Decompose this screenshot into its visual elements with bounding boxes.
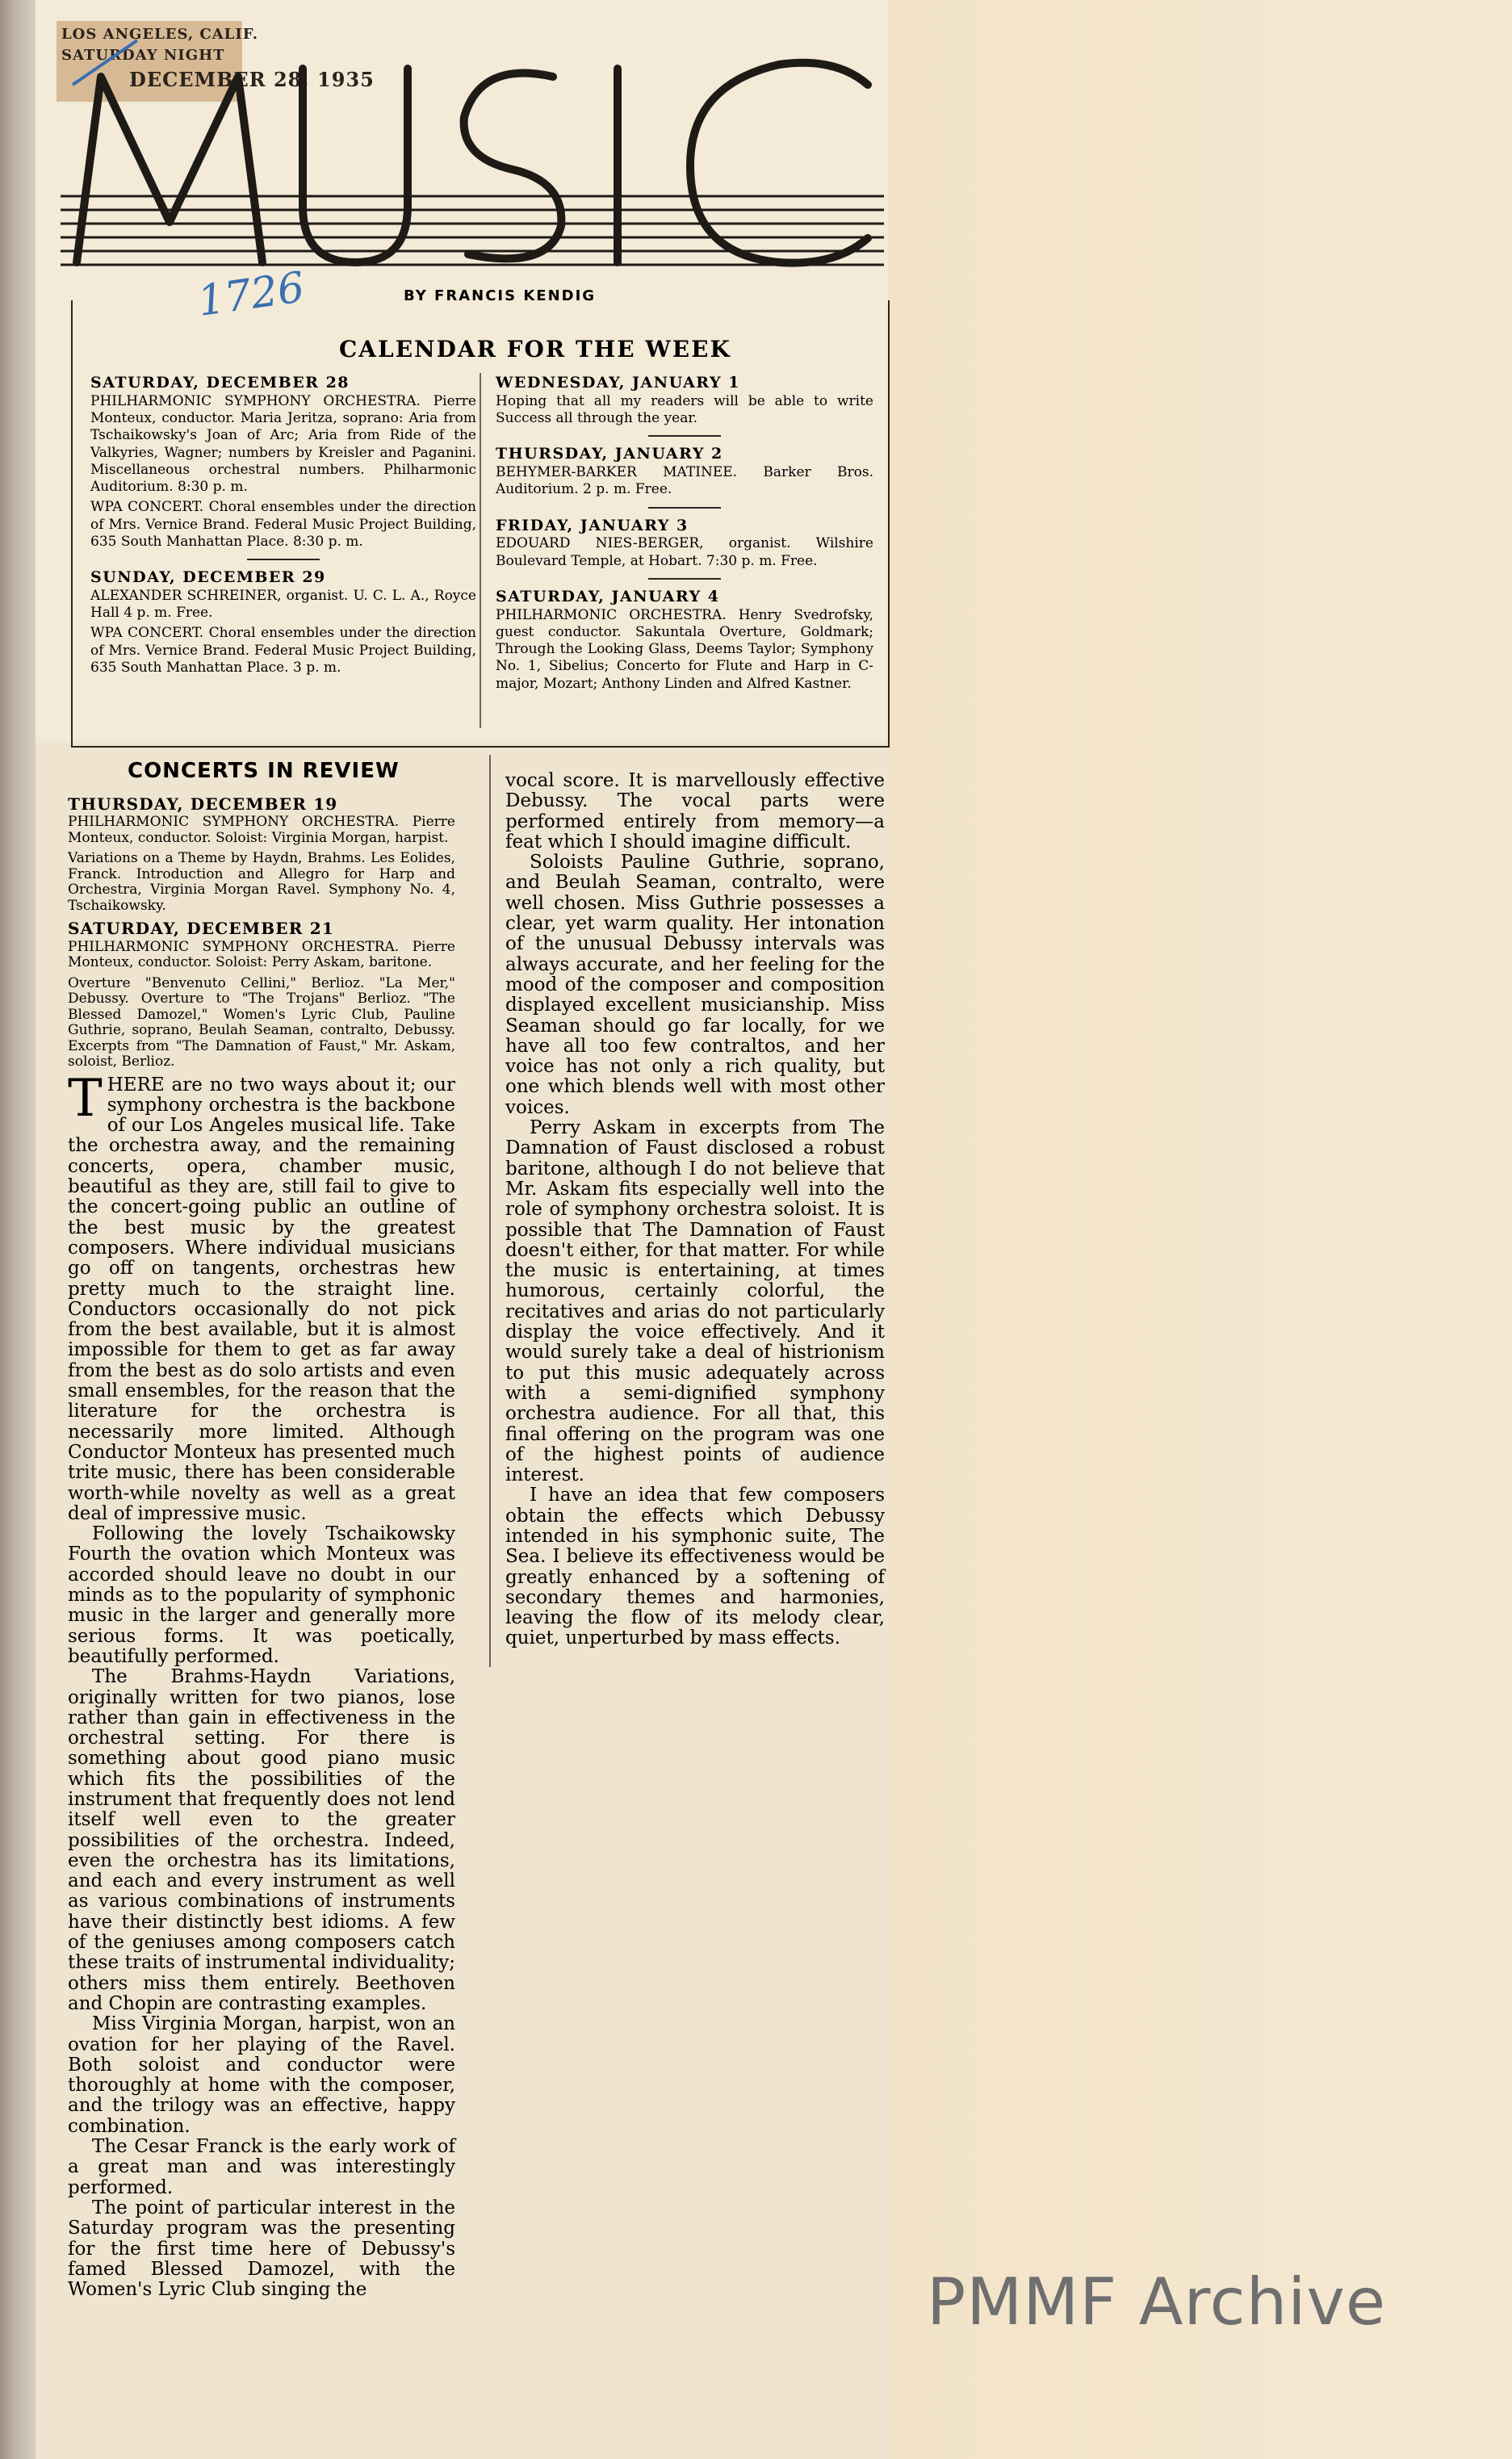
calendar-rule — [648, 435, 721, 437]
calendar-rule — [648, 507, 721, 509]
review-day: SATURDAY, DECEMBER 21 — [68, 919, 334, 939]
music-masthead — [61, 20, 884, 279]
review-paragraph: Following the lovely Tschaikowsky Fourth the ovation which Monteux was accorded should leave no doubt in our minds as to the popularity of symphonic music in the larger and generally more serious forms. It was poetically, beautifully performed. — [68, 1523, 455, 1667]
scrapbook-page — [888, 0, 1512, 2459]
calendar-entry: PHILHARMONIC SYMPHONY ORCHESTRA. Pierre Monteux, conductor. Maria Jeritza, soprano: Aria from Tschaikowsky's Joan of Arc; Aria from Ride of the Valkyries, Wagner; numbers by Kreisler and Paganini. Miscellaneous orchestral numbers. Philharmonic Auditorium. 8:30 p. m. — [90, 392, 476, 495]
calendar-day: THURSDAY, JANUARY 2 — [496, 445, 723, 463]
scrapbook-spine — [0, 0, 36, 2459]
review-paragraph: I have an idea that few composers obtain the effects which Debussy intended in his symphonic suite, The Sea. I believe its effectiveness would be greatly enhanced by a softening of secondary themes and harmonies, leaving the flow of its melody clear, quiet, unperturbed by mass effects. — [505, 1485, 885, 1649]
byline: BY FRANCIS KENDIG — [404, 287, 597, 304]
calendar-rule — [648, 578, 721, 580]
calendar-day: WEDNESDAY, JANUARY 1 — [496, 374, 740, 392]
review-program: Variations on a Theme by Haydn, Brahms. Les Eolides, Franck. Introduction and Allegro for Harp and Orchestra, Virginia Morgan Ravel. Symphony No. 4, Tschaikowsky. — [68, 850, 455, 914]
review-column-rule — [489, 755, 491, 1667]
review-paragraph — [68, 1068, 455, 1525]
review-paragraph: Soloists Pauline Guthrie, soprano, and Beulah Seaman, contralto, were well chosen. Miss Guthrie possesses a clear, yet warm quality. Her intonation of the unusual Debussy intervals was always accurate, and her feeling for the mood of the composer and composition displayed excellent musicianship. Miss Seaman should go far locally, for we have all too few contraltos, and her voice has not only a rich quality, but one which blends well with most other voices. — [505, 852, 885, 1118]
calendar-title: CALENDAR FOR THE WEEK — [339, 336, 731, 362]
calendar-day: SUNDAY, DECEMBER 29 — [90, 568, 326, 586]
review-paragraph: The Cesar Franck is the early work of a great man and was interestingly performed. — [68, 2136, 455, 2198]
calendar-entry: PHILHARMONIC ORCHESTRA. Henry Svedrofsky, guest conductor. Sakuntala Overture, Goldmark; Through the Looking Glass, Deems Taylor; Symphony No. 1, Sibelius; Concerto for Flute and Harp in C-major, Mozart; Anthony Linden and Alfred Kastner. — [496, 606, 873, 692]
calendar-box — [71, 300, 890, 748]
pencil-annotation: 1726 — [195, 263, 308, 326]
calendar-day: FRIDAY, JANUARY 3 — [496, 516, 689, 534]
review-paragraph: Perry Askam in excerpts from The Damnation of Faust disclosed a robust baritone, although I do not believe that Mr. Askam fits especially well into the role of symphony orchestra soloist. It is possible that The Damnation of Faust doesn't either, for that matter. For while the music is entertaining, at times humorous, certainly colorful, the recitatives and arias do not particularly display the voice effectively. And it would surely take a deal of histrionism to put this music adequately across with a semi-dignified symphony orchestra audience. For all that, this final offering on the program was one of the highest points of audience interest. — [505, 1117, 885, 1486]
calendar-entry: Hoping that all my readers will be able to write Success all through the year. — [496, 392, 873, 426]
review-program: PHILHARMONIC SYMPHONY ORCHESTRA. Pierre Monteux, conductor. Soloist: Virginia Morgan, harpist. — [68, 814, 455, 846]
paragraph-text: HERE are no two ways about it; our symphony orchestra is the backbone of our Los Angeles musical life. Take the orchestra away, and the remaining concerts, opera, chamber music, beautiful as they are, still fail to give to the concert-going public an outline of the best music by the greatest composers. Where individual musicians go off on tangents, orchestras hew pretty much to the straight line. Conductors occasionally do not pick from the best available, but it is almost impossible for them to get as far away from the best as do solo artists and even small ensembles, for the reason that the literature for the orchestra is necessarily more limited. Although Conductor Monteux has presented much trite music, there has been considerable worth-while novelty as well as a great deal of impressive music. — [68, 1074, 455, 1524]
review-paragraph: vocal score. It is marvellously effective Debussy. The vocal parts were performed entirely from memory—a feat which I should imagine difficult. — [505, 770, 885, 852]
calendar-day: SATURDAY, JANUARY 4 — [496, 587, 720, 605]
calendar-entry: ALEXANDER SCHREINER, organist. U. C. L. A., Royce Hall 4 p. m. Free. — [90, 587, 476, 621]
drop-cap: T — [68, 1068, 103, 1129]
calendar-rule — [247, 559, 320, 560]
calendar-day: SATURDAY, DECEMBER 28 — [90, 374, 350, 392]
archive-watermark: PMMF Archive — [927, 2264, 1387, 2340]
calendar-left-column — [90, 369, 476, 680]
review-column-left — [68, 790, 455, 2300]
review-day: THURSDAY, DECEMBER 19 — [68, 794, 338, 814]
review-column-right — [505, 771, 885, 1649]
review-program: PHILHARMONIC SYMPHONY ORCHESTRA. Pierre Monteux, conductor. Soloist: Perry Askam, baritone. — [68, 938, 455, 971]
stamp-date: DECEMBER 28, 1935 — [129, 68, 375, 91]
calendar-entry: WPA CONCERT. Choral ensembles under the direction of Mrs. Vernice Brand. Federal Music Project Building, 635 South Manhattan Place. 8:30 p. m. — [90, 499, 476, 550]
review-paragraph: Miss Virginia Morgan, harpist, won an ovation for her playing of the Ravel. Both soloist and conductor were thoroughly at home with the composer, and the trilogy was an effective, happy combination. — [68, 2013, 455, 2137]
stamp-city: LOS ANGELES, CALIF. — [61, 26, 258, 43]
review-paragraph: The point of particular interest in the Saturday program was the presenting for the first time here of Debussy's famed Blessed Damozel, with the Women's Lyric Club singing the — [68, 2197, 455, 2301]
review-paragraph: The Brahms-Haydn Variations, originally written for two pianos, lose rather than gain in effectiveness in the orchestral setting. For there is something about good piano music which fits the possibilities of the instrument that frequently does not lend itself well even to the greater possibilities of the orchestra. Indeed, even the orchestra has its limitations, and each and every instrument as well as various combinations of instruments have their distinctly best idioms. A few of the geniuses among composers catch these traits of instrumental individuality; others miss them entirely. Beethoven and Chopin are contrasting examples. — [68, 1666, 455, 2014]
calendar-entry: EDOUARD NIES-BERGER, organist. Wilshire Boulevard Temple, at Hobart. 7:30 p. m. Free. — [496, 535, 873, 569]
stamp-edition: SATURDAY NIGHT — [61, 47, 225, 64]
calendar-column-divider — [480, 373, 481, 728]
calendar-right-column — [496, 369, 873, 696]
review-program: Overture "Benvenuto Cellini," Berlioz. "La Mer," Debussy. Overture to "The Trojans" Berlioz. "The Blessed Damozel," Women's Lyric Club, Pauline Guthrie, soprano, Beulah Seaman, contralto, Debussy. Excerpts from "The Damnation of Faust," Mr. Askam, soloist, Berlioz. — [68, 974, 455, 1070]
calendar-entry: BEHYMER-BARKER MATINEE. Barker Bros. Auditorium. 2 p. m. Free. — [496, 464, 873, 498]
review-heading: CONCERTS IN REVIEW — [128, 759, 400, 783]
calendar-entry: WPA CONCERT. Choral ensembles under the direction of Mrs. Vernice Brand. Federal Music Project Building, 635 South Manhattan Place. 3 p. m. — [90, 625, 476, 676]
